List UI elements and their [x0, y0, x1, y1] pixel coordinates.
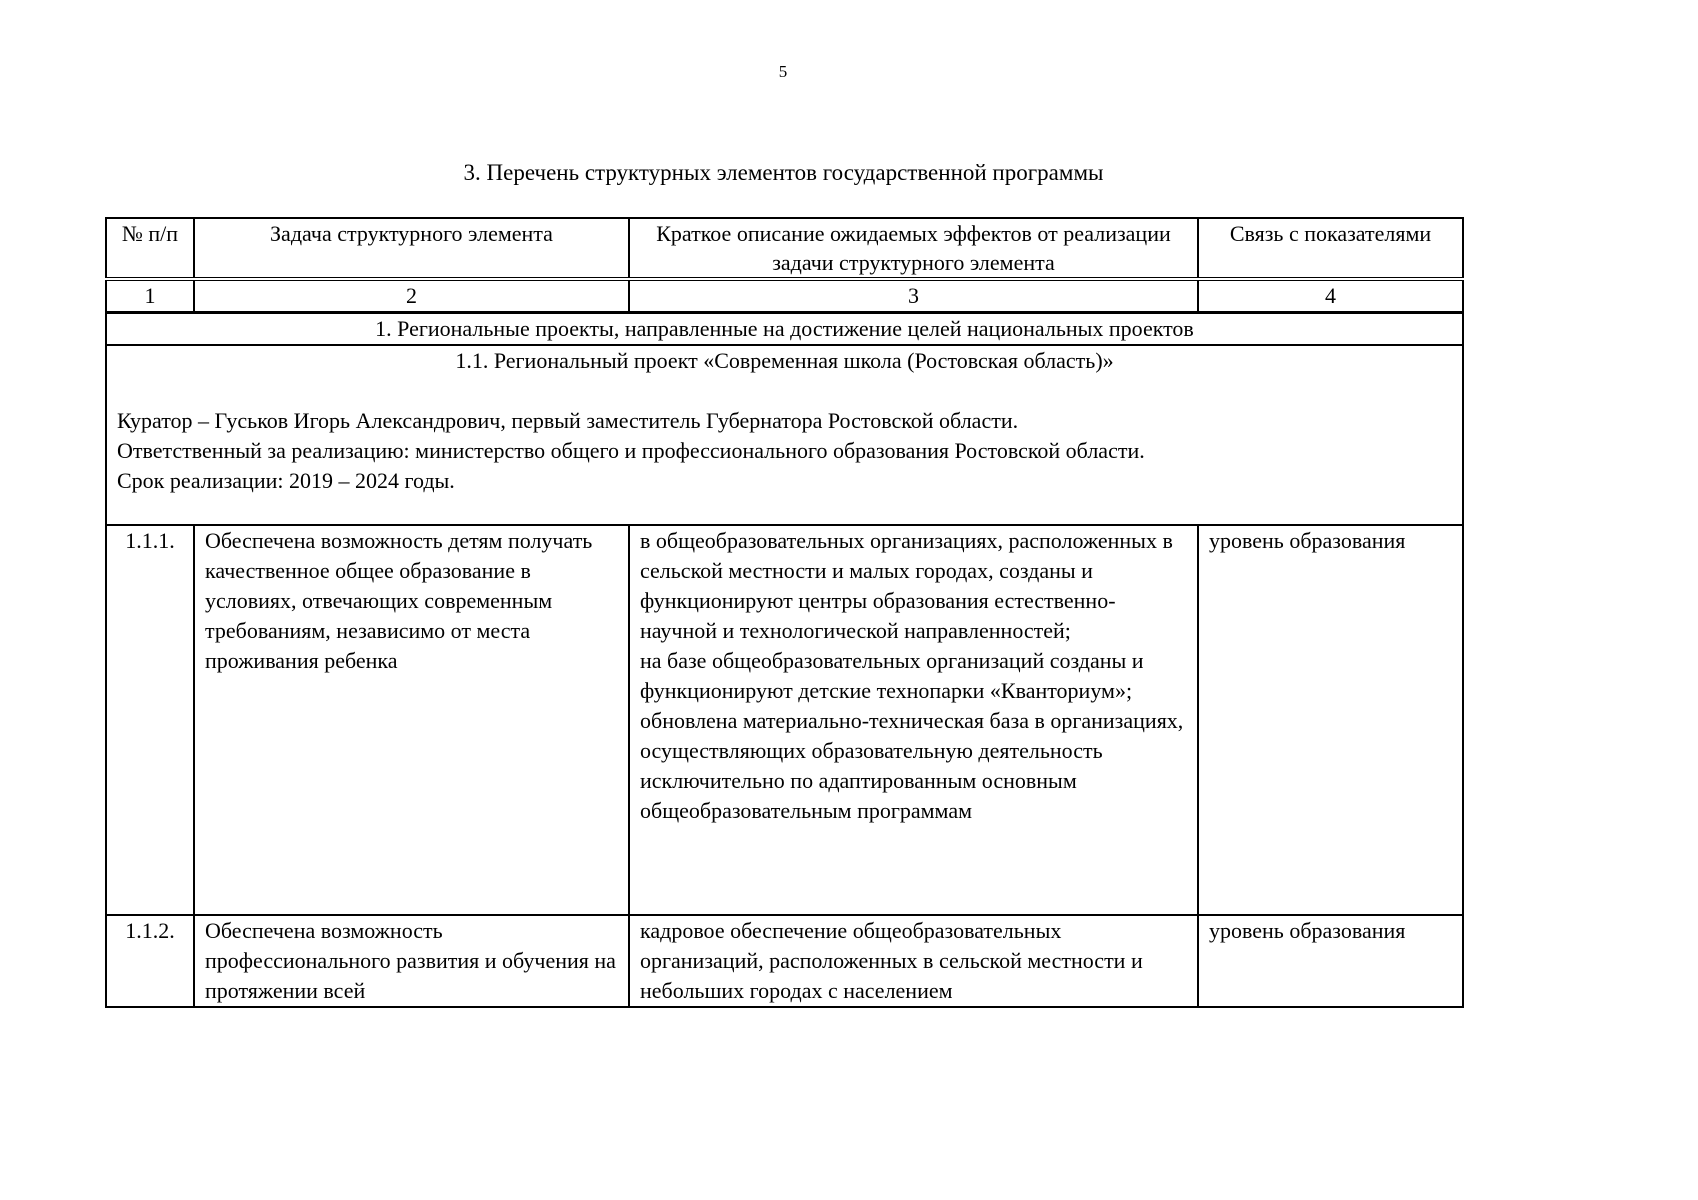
- section-row: [106, 313, 1463, 346]
- row-indicator: уровень образования: [1198, 915, 1463, 1007]
- page-number: 5: [778, 62, 788, 81]
- column-number: 2: [194, 279, 629, 313]
- structural-elements-table: [105, 217, 1464, 1008]
- row-task: Обеспечена возможность детям получать качественное общее образование в условиях, отвечающих современным требованиям, независимо от места проживания ребенка: [194, 525, 629, 915]
- header-task: Задача структурного элемента: [194, 218, 629, 279]
- row-effects: в общеобразовательных организациях, расположенных в сельской местности и малых городах, созданы и функционируют центры образования естественно-научной и технологической направленностей; на базе общеобразовательных организаций созданы и функционируют детские технопарки «Кванториум»; обновлена материально-техническая база в организациях, осуществляющих образовательную деятельность исключительно по адаптированным основным общеобразовательным программам: [629, 525, 1198, 915]
- table-row: [106, 915, 1463, 1007]
- column-number: 1: [106, 279, 194, 313]
- header-indicators: Связь с показателями: [1198, 218, 1463, 279]
- project-curator: Куратор – Гуськов Игорь Александрович, первый заместитель Губернатора Ростовской области.: [117, 408, 1019, 433]
- column-number: 3: [629, 279, 1198, 313]
- column-number: 4: [1198, 279, 1463, 313]
- section-title: 3. Перечень структурных элементов государственной программы: [463, 160, 1104, 185]
- table-row: [106, 525, 1463, 915]
- row-effects: кадровое обеспечение общеобразовательных организаций, расположенных в сельской местности и небольших городах с населением: [629, 915, 1198, 1007]
- project-title: 1.1. Региональный проект «Современная школа (Ростовская область)»: [455, 348, 1114, 373]
- project-info: [106, 345, 1463, 525]
- header-effects: Краткое описание ожидаемых эффектов от реализации задачи структурного элемента: [629, 218, 1198, 279]
- section-heading: 1. Региональные проекты, направленные на достижение целей национальных проектов: [106, 313, 1463, 346]
- row-indicator: уровень образования: [1198, 525, 1463, 915]
- row-task: Обеспечена возможность профессионального развития и обучения на протяжении всей: [194, 915, 629, 1007]
- column-number-row: [106, 279, 1463, 313]
- project-row: [106, 345, 1463, 525]
- row-number: 1.1.2.: [106, 915, 194, 1007]
- project-responsible: Ответственный за реализацию: министерство общего и профессионального образования Ростовской области.: [117, 438, 1145, 463]
- header-num: № п/п: [106, 218, 194, 279]
- table-header-row: [106, 218, 1463, 279]
- project-term: Срок реализации: 2019 – 2024 годы.: [117, 468, 455, 493]
- row-number: 1.1.1.: [106, 525, 194, 915]
